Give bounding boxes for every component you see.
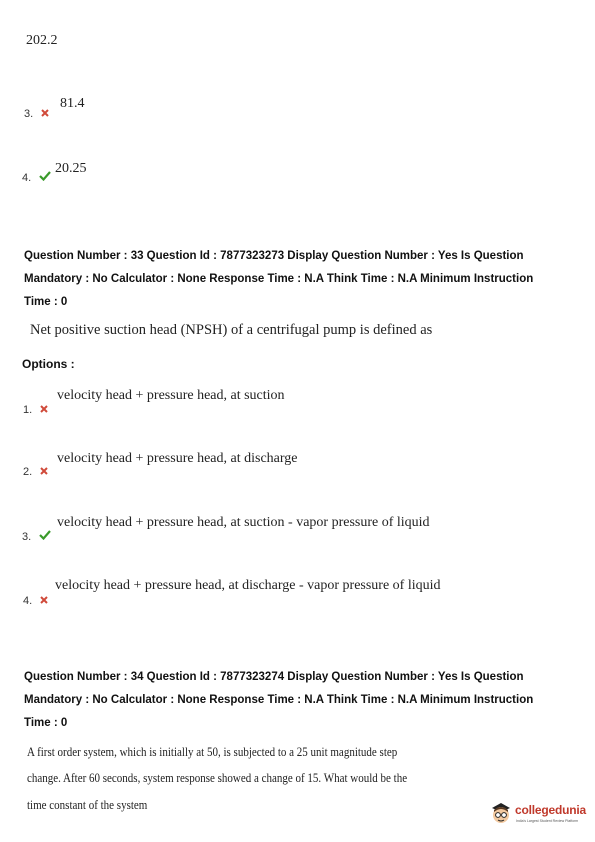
mascot-icon <box>489 800 513 826</box>
meta-line: Time : 0 <box>24 717 68 729</box>
cross-icon <box>41 104 49 122</box>
q34-text-line-2: change. After 60 seconds, system response showed a change of 15. What would be the <box>27 771 408 785</box>
cross-icon <box>40 591 48 609</box>
q33-option-4 <box>23 591 48 609</box>
options-label: Options : <box>22 357 75 371</box>
prev-option-4-text: 20.25 <box>55 161 87 176</box>
q33-question-text: Net positive suction head (NPSH) of a centrifugal pump is defined as <box>30 322 433 338</box>
q33-option-3 <box>22 527 51 545</box>
prev-option-3 <box>24 104 49 122</box>
option-number: 2. <box>23 466 33 478</box>
check-icon <box>39 527 51 545</box>
prev-option-3-text: 81.4 <box>60 96 85 111</box>
check-icon <box>39 168 51 186</box>
option-number: 3. <box>22 531 32 543</box>
prev-option-4 <box>22 168 51 186</box>
q33-option-4-text: velocity head + pressure head, at discharge - vapor pressure of liquid <box>55 578 441 593</box>
q33-option-2-text: velocity head + pressure head, at discharge <box>57 451 298 466</box>
prev-option-text: 202.2 <box>26 33 58 48</box>
brand-tagline: India's Largest Student Review Platform <box>516 819 579 823</box>
option-number: 1. <box>23 404 33 416</box>
option-number: 4. <box>22 172 32 184</box>
q34-meta <box>24 666 533 735</box>
collegedunia-logo <box>489 798 589 832</box>
option-number: 4. <box>23 595 33 607</box>
q33-meta <box>24 245 533 314</box>
option-number: 3. <box>24 108 34 120</box>
q33-option-1 <box>23 400 48 418</box>
q34-text-line-3: time constant of the system <box>27 798 148 812</box>
meta-line: Question Number : 33 Question Id : 7877323273 Display Question Number : Yes Is Question <box>24 250 524 262</box>
q33-option-1-text: velocity head + pressure head, at suction <box>57 388 285 403</box>
meta-line: Mandatory : No Calculator : None Response Time : N.A Think Time : N.A Minimum Instruction <box>24 694 534 706</box>
meta-line: Question Number : 34 Question Id : 7877323274 Display Question Number : Yes Is Question <box>24 671 524 683</box>
q33-option-3-text: velocity head + pressure head, at suction - vapor pressure of liquid <box>57 515 430 530</box>
meta-line: Mandatory : No Calculator : None Response Time : N.A Think Time : N.A Minimum Instruction <box>24 273 534 285</box>
q33-option-2 <box>23 462 48 480</box>
q34-text-line-1: A first order system, which is initially at 50, is subjected to a 25 unit magnitude step <box>27 745 398 759</box>
cross-icon <box>40 400 48 418</box>
cross-icon <box>40 462 48 480</box>
meta-line: Time : 0 <box>24 296 68 308</box>
brand-name: collegedunia <box>515 803 586 817</box>
